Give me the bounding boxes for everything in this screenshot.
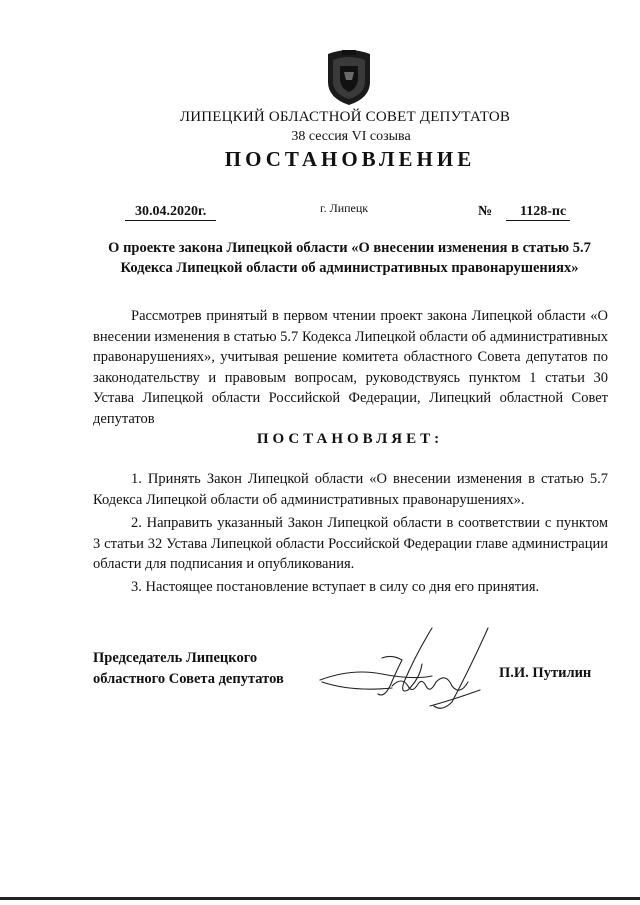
session-line: 38 сессия VI созыва [291, 129, 411, 144]
page-bottom-rule [0, 897, 640, 900]
document-date: 30.04.2020г. [125, 204, 216, 221]
preamble-paragraph: Рассмотрев принятый в первом чтении проект закона Липецкой области «О внесении изменения в статью 5.7 Кодекса Липецкой области об административных правонарушениях», учитывая решение комитета областного Совета депутатов по законодательству и правовым вопросам, руководствуясь пунктом 1 статьи 30 Устава Липецкой области Российской Федерации, Липецкий областной Совет депутатов [93, 308, 608, 427]
resolution-item: 3. Настоящее постановление вступает в силу со дня его принятия. [131, 579, 540, 595]
document-type-title: ПОСТАНОВЛЕНИЕ [224, 147, 476, 171]
document-city: г. Липецк [320, 201, 369, 215]
signatory-name: П.И. Путилин [499, 665, 592, 681]
signatory-position-line: Председатель Липецкого [93, 650, 258, 666]
number-sign: № [478, 204, 493, 219]
resolution-item: 2. Направить указанный Закон Липецкой области в соответствии с пунктом 3 статьи 32 Устава Липецкой области Российской Федерации главе администрации области для подписания и опубликования. [93, 515, 608, 572]
council-name: ЛИПЕЦКИЙ ОБЛАСТНОЙ СОВЕТ ДЕПУТАТОВ [179, 109, 511, 125]
resolution-item: 1. Принять Закон Липецкой области «О внесении изменения в статью 5.7 Кодекса Липецкой области об административных правонарушениях». [93, 471, 608, 508]
handwritten-signature [312, 624, 497, 714]
signatory-position [93, 648, 284, 689]
document-number: 1128-пс [506, 204, 570, 221]
resolves-heading: ПОСТАНОВЛЯЕТ: [256, 431, 444, 447]
coat-of-arms-icon [324, 48, 374, 106]
document-subject: О проекте закона Липецкой области «О внесении изменения в статью 5.7 Кодекса Липецкой области об административных правонарушениях» [108, 240, 591, 276]
signatory-position-line: областного Совета депутатов [93, 670, 284, 687]
